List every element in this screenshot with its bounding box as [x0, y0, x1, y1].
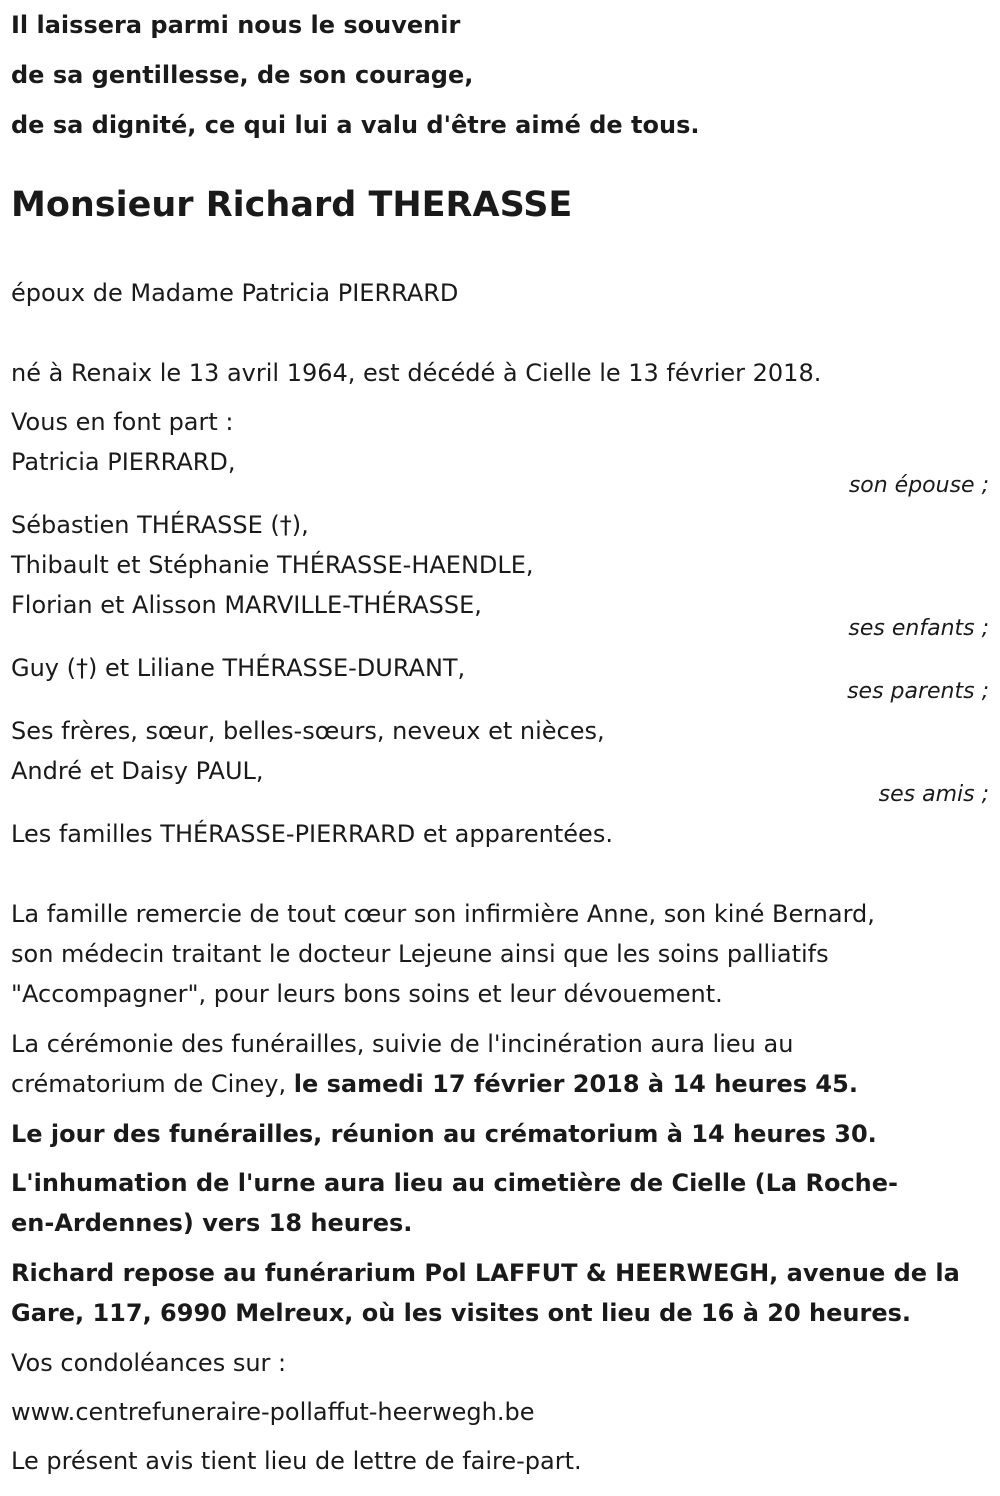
ceremony-location: crématorium de Ciney, [11, 1070, 294, 1098]
thanks-line-2: son médecin traitant le docteur Lejeune ainsi que les soins palliatifs [11, 940, 829, 968]
family-families: Les familles THÉRASSE-PIERRARD et apparentées. [11, 820, 613, 848]
announce-line: Vous en font part : [11, 408, 234, 436]
family-child-1: Sébastien THÉRASSE (†), [11, 511, 309, 539]
relation-parents: ses parents ; [847, 679, 989, 704]
family-wife: Patricia PIERRARD, [11, 448, 236, 476]
relation-wife: son épouse ; [848, 473, 989, 498]
birth-death-line: né à Renaix le 13 avril 1964, est décédé à Cielle le 13 février 2018. [11, 359, 822, 387]
closing-line: Le présent avis tient lieu de lettre de faire-part. [11, 1447, 582, 1475]
ceremony-line-2 [11, 1069, 858, 1099]
relation-children: ses enfants ; [848, 616, 989, 641]
rest-line-1: Richard repose au funérarium Pol LAFFUT & HEERWEGH, avenue de la [11, 1259, 960, 1287]
intro-line-3: de sa dignité, ce qui lui a valu d'être aimé de tous. [11, 111, 700, 139]
ceremony-date: le samedi 17 février 2018 à 14 heures 45. [293, 1070, 858, 1098]
intro-line-2: de sa gentillesse, de son courage, [11, 61, 474, 89]
family-friends: André et Daisy PAUL, [11, 757, 264, 785]
family-siblings: Ses frères, sœur, belles-sœurs, neveux et nièces, [11, 717, 605, 745]
deceased-name: Monsieur Richard THERASSE [11, 185, 573, 225]
relation-friends: ses amis ; [878, 782, 989, 807]
family-parents: Guy (†) et Liliane THÉRASSE-DURANT, [11, 654, 466, 682]
ceremony-line-1: La cérémonie des funérailles, suivie de l'incinération aura lieu au [11, 1030, 794, 1058]
burial-line-2: en-Ardennes) vers 18 heures. [11, 1209, 413, 1237]
rest-line-2: Gare, 117, 6990 Melreux, où les visites ont lieu de 16 à 20 heures. [11, 1299, 911, 1327]
family-child-3: Florian et Alisson MARVILLE-THÉRASSE, [11, 591, 482, 619]
family-child-2: Thibault et Stéphanie THÉRASSE-HAENDLE, [11, 551, 534, 579]
thanks-line-1: La famille remercie de tout cœur son infirmière Anne, son kiné Bernard, [11, 900, 875, 928]
spouse-line: époux de Madame Patricia PIERRARD [11, 279, 459, 307]
intro-line-1: Il laissera parmi nous le souvenir [11, 11, 461, 39]
thanks-line-3: "Accompagner", pour leurs bons soins et leur dévouement. [11, 980, 723, 1008]
burial-line-1: L'inhumation de l'urne aura lieu au cimetière de Cielle (La Roche- [11, 1169, 898, 1197]
website-link[interactable]: www.centrefuneraire-pollaffut-heerwegh.be [11, 1398, 535, 1426]
meeting-line: Le jour des funérailles, réunion au crématorium à 14 heures 30. [11, 1120, 877, 1148]
condolences-label: Vos condoléances sur : [11, 1349, 287, 1377]
